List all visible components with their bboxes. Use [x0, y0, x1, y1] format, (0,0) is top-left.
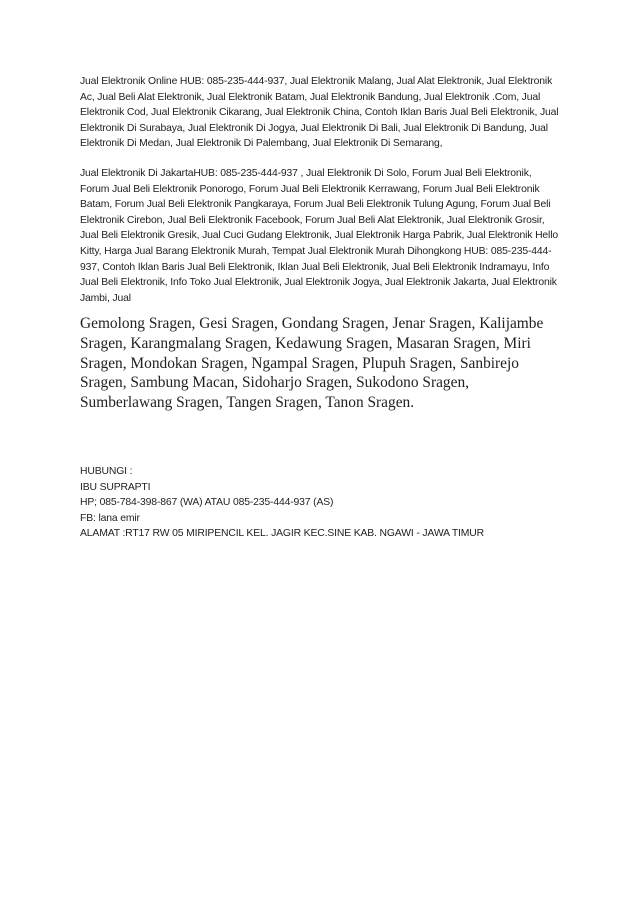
contact-name: IBU SUPRAPTI	[80, 481, 151, 493]
contact-heading: HUBUNGI :	[80, 466, 133, 477]
paragraph-sragen-locations: Gemolong Sragen, Gesi Sragen, Gondang Sragen, Jenar Sragen, Kalijambe Sragen, Karangmalang Sragen, Kedawung Sragen, Masaran Sragen, Miri Sragen, Mondokan Sragen, Ngampal Sragen, Plupuh Sragen, Sanbirejo Sragen, Sambung Macan, Sidoharjo Sragen, Sukodono Sragen, Sumberlawang Sragen, Tangen Sragen, Tanon Sragen.	[80, 315, 544, 411]
contact-block	[80, 464, 562, 542]
paragraph-elektronik-online: Jual Elektronik Online HUB: 085-235-444-937, Jual Elektronik Malang, Jual Alat Elektronik, Jual Elektronik Ac, Jual Beli Alat Elektronik, Jual Elektronik Batam, Jual Elektronik Bandung, Jual Elektronik .Com, Jual Elektronik Cod, Jual Elektronik Cikarang, Jual Elektronik China, Contoh Iklan Baris Jual Beli Elektronik, Jual Elektronik Di Surabaya, Jual Elektronik Di Jogya, Jual Elektronik Di Bali, Jual Elektronik Di Bandung, Jual Elektronik Di Medan, Jual Elektronik Di Palembang, Jual Elektronik Di Semarang,	[80, 76, 559, 150]
paragraph-elektronik-jakarta: Jual Elektronik Di JakartaHUB: 085-235-444-937 , Jual Elektronik Di Solo, Forum Jual Beli Elektronik, Forum Jual Beli Elektronik Ponorogo, Forum Jual Beli Elektronik Kerrawang, Forum Jual Beli Elektronik Batam, Forum Jual Beli Elektronik Pangkaraya, Forum Jual Beli Elektronik Tulung Agung, Forum Jual Beli Elektronik Cirebon, Jual Beli Elektronik Facebook, Forum Jual Beli Alat Elektronik, Jual Elektronik Grosir, Jual Beli Elektronik Gresik, Jual Cuci Gudang Elektronik, Jual Elektronik Harga Pabrik, Jual Elektronik Hello Kitty, Harga Jual Barang Elektronik Murah, Tempat Jual Elektronik Murah Dihongkong HUB: 085-235-444-937, Contoh Iklan Baris Jual Beli Elektronik, Iklan Jual Beli Elektronik, Jual Beli Elektronik Indramayu, Info Jual Beli Elektronik, Info Toko Jual Elektronik, Jual Elektronik Jogya, Jual Elektronik Jakarta, Jual Elektronik Jambi, Jual	[80, 167, 558, 304]
document-body	[80, 74, 562, 412]
contact-address: ALAMAT :RT17 RW 05 MIRIPENCIL KEL. JAGIR KEC.SINE KAB. NGAWI - JAWA TIMUR	[80, 528, 484, 540]
contact-phone: HP; 085-784-398-867 (WA) ATAU 085-235-444-937 (AS)	[80, 497, 334, 509]
contact-facebook: FB: lana emir	[80, 512, 140, 524]
